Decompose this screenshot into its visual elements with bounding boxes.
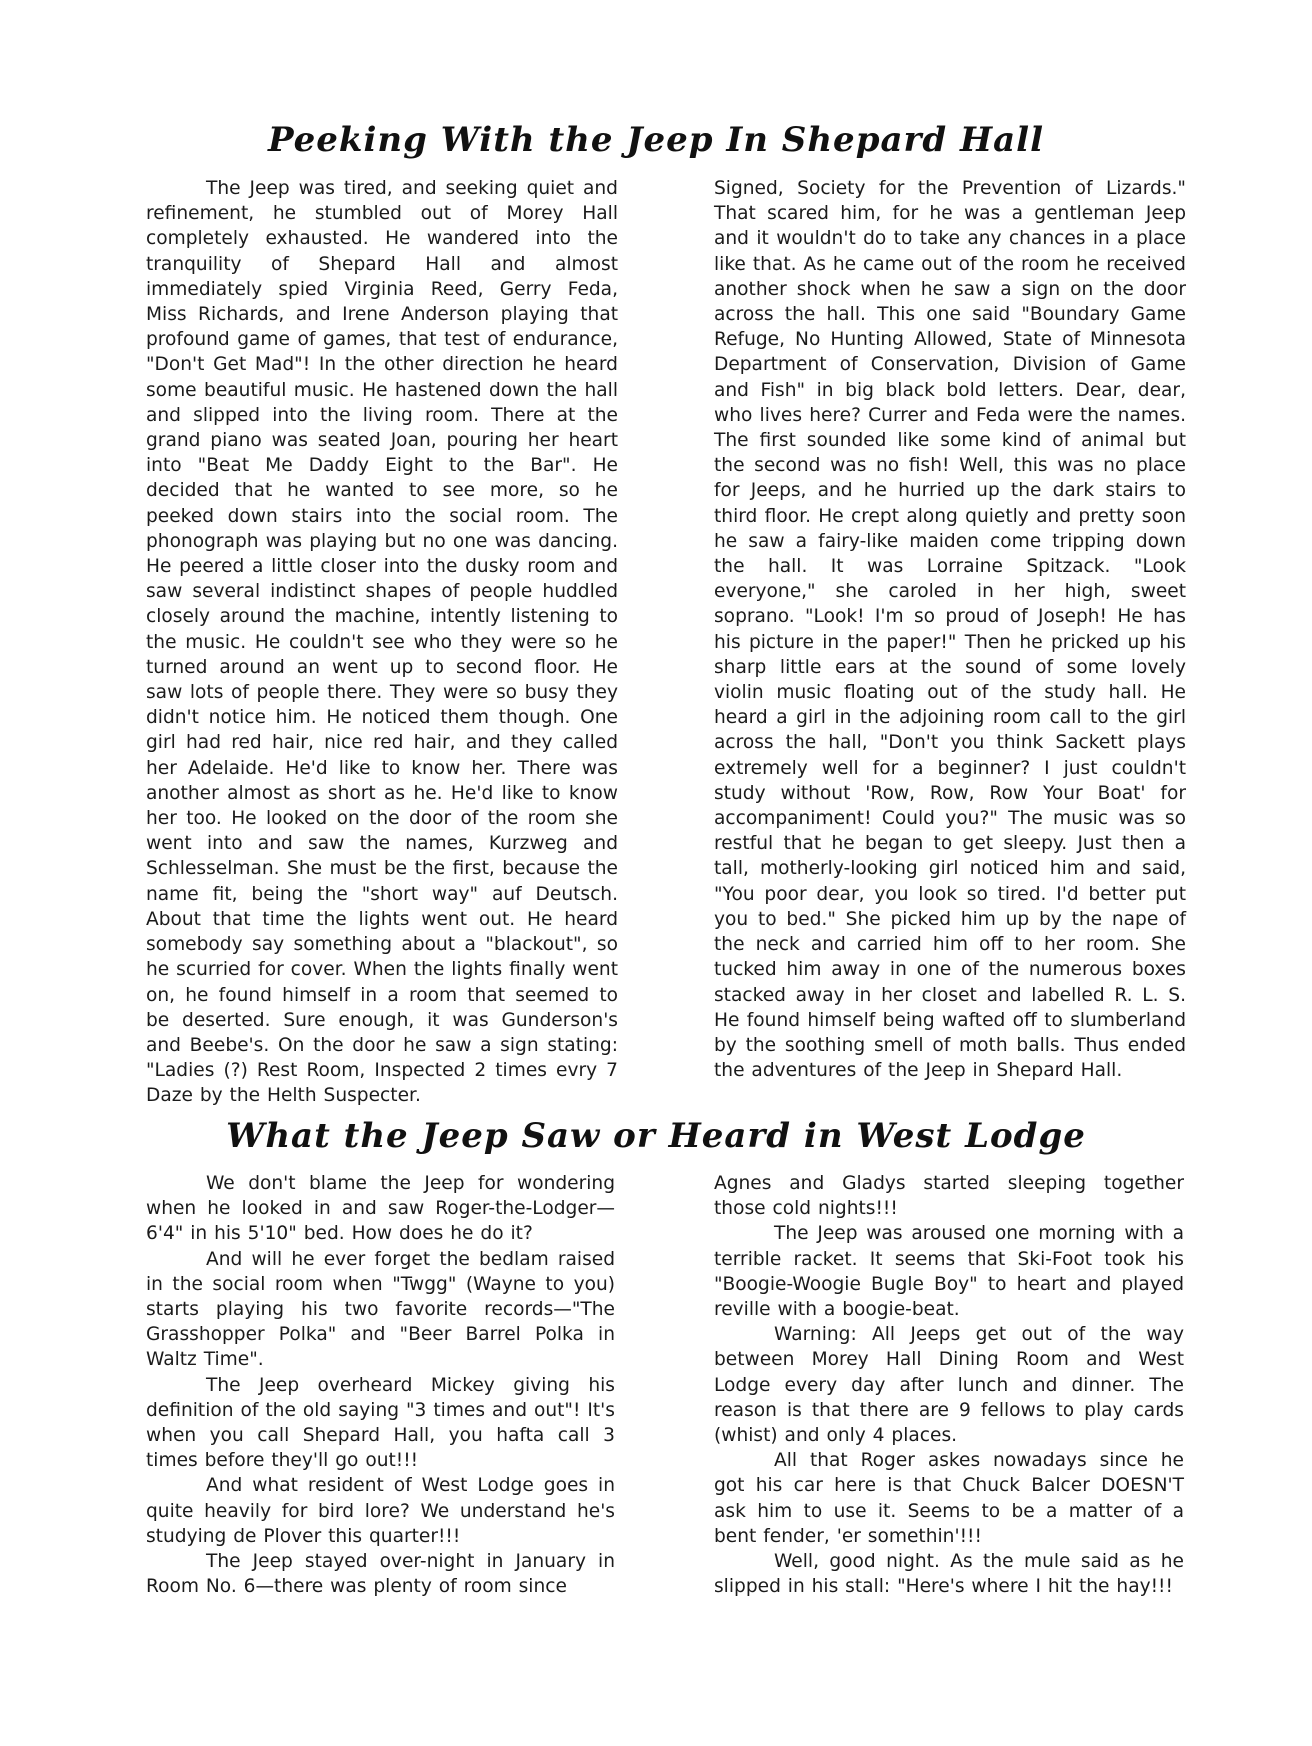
shepard-hall-left-column (146, 176, 618, 1109)
west-lodge-paragraph: The Jeep stayed over-night in January in Room No. 6—there was plenty of room since (146, 1551, 615, 1598)
west-lodge-paragraph: We don't blame the Jeep for wondering when he looked in and saw Roger-the-Lodger— 6'4" in his 5'10" bed. How does he do it? (146, 1173, 615, 1245)
west-lodge-left-column (146, 1171, 615, 1599)
west-lodge-paragraph: The Jeep overheard Mickey giving his definition of the old saying "3 times and out"! It's when you call Shepard Hall, you hafta call 3 times before they'll go out!!! (146, 1374, 615, 1472)
shepard-hall-right-text: Signed, Society for the Prevention of Lizards." That scared him, for he was a gentleman Jeep and it wouldn't do to take any chances in a place like that. As he came out of the room he received another shock when he saw a sign on the door across the hall. This one said "Boundary Game Refuge, No Hunting Allowed, State of Minnesota Department of Conservation, Division of Game and Fish" in big black bold letters. Dear, dear, who lives here? Currer and Feda were the names. The first sounded like some kind of animal but the second was no fish! Well, this was no place for Jeeps, and he hurried up the dark stairs to third floor. He crept along quietly and pretty soon he saw a fairy-like maiden come tripping down the hall. It was Lorraine Spitzack. "Look everyone," she caroled in her high, sweet soprano. "Look! I'm so proud of Joseph! He has his picture in the paper!" Then he pricked up his sharp little ears at the sound of some lovely violin music floating out of the study hall. He heard a girl in the adjoining room call to the girl across the hall, "Don't you think Sackett plays extremely well for a beginner? I just couldn't study without 'Row, Row, Row Your Boat' for accompaniment! Could you?" The music was so restful that he began to get sleepy. Just then a tall, motherly-looking girl noticed him and said, "You poor dear, you look so tired. I'd better put you to bed." She picked him up by the nape of the neck and carried him off to her room. She tucked him away in one of the numerous boxes stacked away in her closet and labelled R. L. S. He found himself being wafted off to slumberland by the soothing smell of moth balls. Thus ended the adventures of the Jeep in Shepard Hall. (714, 178, 1186, 1082)
west-lodge-paragraph: And what resident of West Lodge goes in quite heavily for bird lore? We understand he's studying de Plover this quarter!!! (146, 1475, 615, 1547)
west-lodge-paragraph: Agnes and Gladys started sleeping together those cold nights!!! (714, 1173, 1184, 1220)
west-lodge-paragraph: And will he ever forget the bedlam raised in the social room when "Twgg" (Wayne to you) starts playing his two favorite records—"The Grasshopper Polka" and "Beer Barrel Polka in Waltz Time". (146, 1248, 615, 1371)
west-lodge-paragraph: The Jeep was aroused one morning with a terrible racket. It seems that Ski-Foot took his "Boogie-Woogie Bugle Boy" to heart and played reville with a boogie-beat. (714, 1223, 1184, 1321)
west-lodge-paragraph: Warning: All Jeeps get out of the way between Morey Hall Dining Room and West Lodge every day after lunch and dinner. The reason is that there are 9 fellows to play cards (whist) and only 4 places. (714, 1324, 1184, 1447)
west-lodge-paragraph: All that Roger askes nowadays since he got his car here is that Chuck Balcer DOESN'T ask him to use it. Seems to be a matter of a bent fender, 'er somethin'!!! (714, 1450, 1184, 1547)
west-lodge-right-column (714, 1171, 1184, 1599)
shepard-hall-left-text: The Jeep was tired, and seeking quiet and refinement, he stumbled out of Morey Hall completely exhausted. He wandered into the tranquility of Shepard Hall and almost immediately spied Virginia Reed, Gerry Feda, Miss Richards, and Irene Anderson playing that profound game of games, that test of endurance, "Don't Get Mad"! In the other direction he heard some beautiful music. He hastened down the hall and slipped into the living room. There at the grand piano was seated Joan, pouring her heart into "Beat Me Daddy Eight to the Bar". He decided that he wanted to see more, so he peeked down stairs into the social room. The phonograph was playing but no one was dancing. He peered a little closer into the dusky room and saw several indistinct shapes of people huddled closely around the machine, intently listening to the music. He couldn't see who they were so he turned around an went up to second floor. He saw lots of people there. They were so busy they didn't notice him. He noticed them though. One girl had red hair, nice red hair, and they called her Adelaide. He'd like to know her. There was another almost as short as he. He'd like to know her too. He looked on the door of the room she went into and saw the names, Kurzweg and Schlesselman. She must be the first, because the name fit, being the "short way" auf Deutsch. About that time the lights went out. He heard somebody say something about a "blackout", so he scurried for cover. When the lights finally went on, he found himself in a room that seemed to be deserted. Sure enough, it was Gunderson's and Beebe's. On the door he saw a sign stating: "Ladies (?) Rest Room, Inspected 2 times evry 7 Daze by the Helth Suspecter. (146, 178, 618, 1107)
shepard-hall-right-column (714, 176, 1186, 1083)
section-title-west-lodge: What the Jeep Saw or Heard in West Lodge (226, 1116, 1086, 1156)
section-title-shepard-hall: Peeking With the Jeep In Shepard Hall (267, 120, 1045, 160)
west-lodge-paragraph: Well, good night. As the mule said as he slipped in his stall: "Here's where I hit the hay!!! (714, 1551, 1184, 1598)
